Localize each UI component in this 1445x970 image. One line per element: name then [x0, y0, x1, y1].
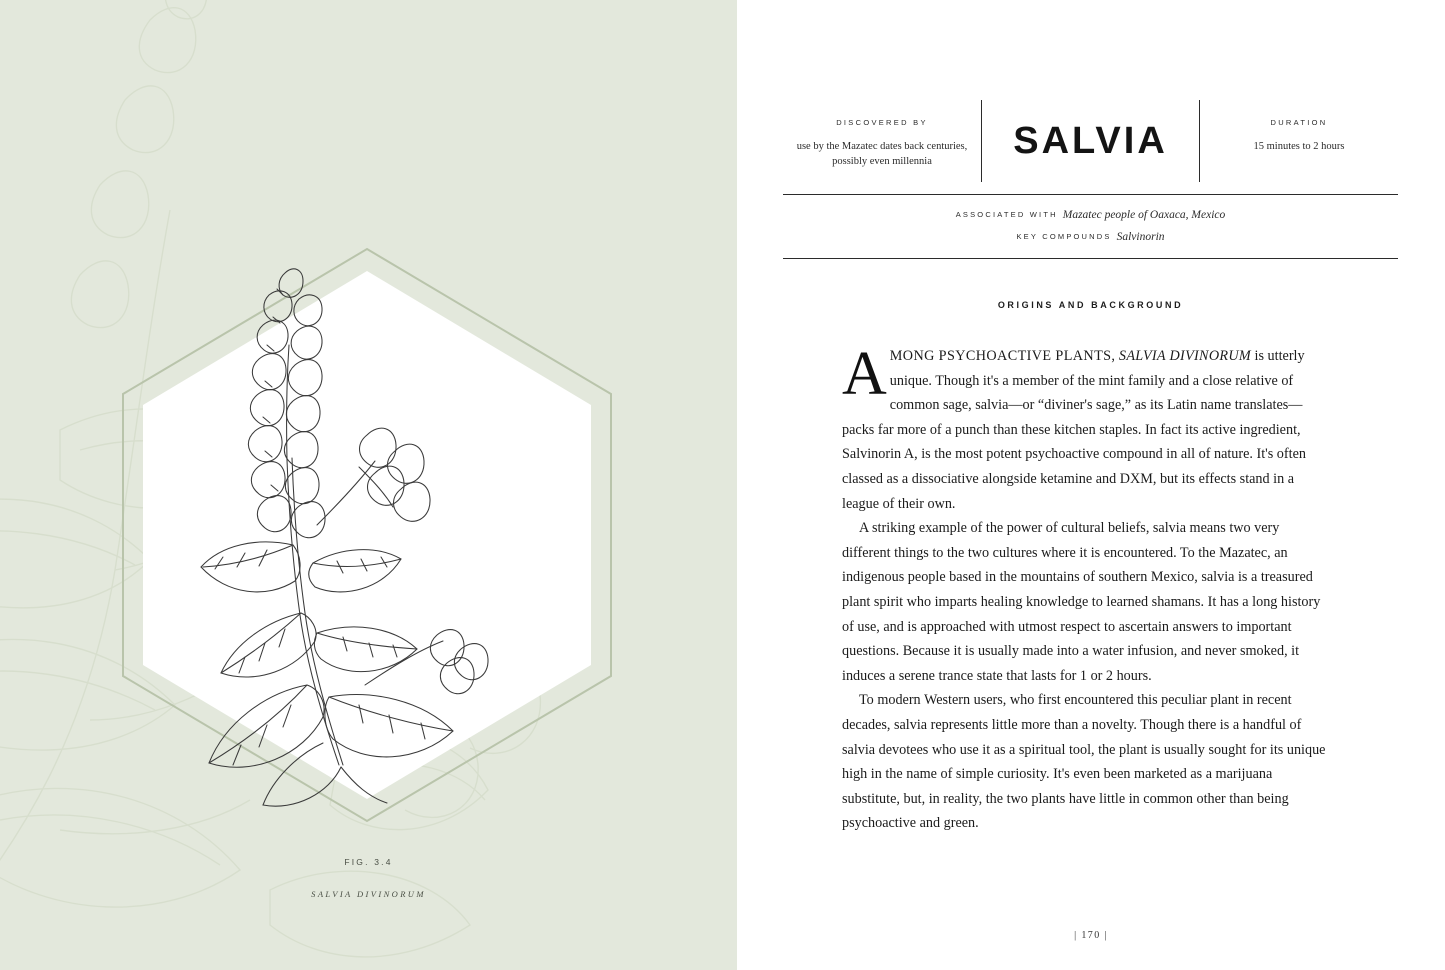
paragraph-1-lead-smallcaps: MONG PSYCHOACTIVE PLANTS, [889, 348, 1116, 364]
salvia-divinorum-illustration [117, 245, 617, 825]
hexagon-illustration-frame [117, 245, 617, 825]
duration-label: DURATION [1270, 118, 1328, 127]
figure-number: FIG. 3.4 [344, 857, 393, 867]
metadata-block [783, 194, 1398, 259]
key-compounds-label: KEY COMPOUNDS [1016, 231, 1112, 241]
discovered-by-column [783, 100, 981, 182]
drop-cap: A [842, 340, 887, 408]
metadata-row-key-compounds [783, 227, 1398, 249]
chapter-title-column [982, 100, 1199, 182]
paragraph-2: A striking example of the power of cultural beliefs, salvia means two very different things to the two cultures where it is encountered. To the Mazatec, an indigenous people based in the mountains of southern Mexico, salvia is a treasured plant spirit who imparts healing knowledge to learned shamans. It has a long history of use, and is approached with utmost respect to ascertain answers to important questions. Because it is usually made into a water infusion, and never smoked, it induces a serene trance state that lasts for 1 or 2 hours. [842, 520, 1321, 684]
paragraph-1 [842, 340, 1330, 516]
key-compounds-value: Salvinorin [1116, 230, 1165, 243]
chapter-masthead [783, 100, 1398, 182]
discovered-by-label: DISCOVERED BY [836, 118, 928, 127]
figure-caption-block [0, 857, 737, 899]
page-folio: | 170 | [1074, 930, 1108, 941]
associated-with-value: Mazatec people of Oaxaca, Mexico [1062, 209, 1226, 221]
page-title: SALVIA [1013, 120, 1168, 162]
duration-value: 15 minutes to 2 hours [1253, 141, 1345, 152]
metadata-row-associated-with [783, 205, 1398, 227]
paragraph-3: To modern Western users, who first encountered this peculiar plant in recent decades, salvia represents little more than a novelty. Though there is a handful of salvia devotees who use it as a spiritual tool, the plant is usually sought for its unique high in the name of simple curiosity. It's even been marketed as a marijuana substitute, but, in reality, the two plants have little in common other than being psychoactive and green. [842, 692, 1326, 832]
paragraph-1-species-name: SALVIA DIVINORUM [1118, 348, 1251, 364]
associated-with-label: ASSOCIATED WITH [955, 210, 1058, 219]
paragraph-1-text: is utterly unique. Though it's a member of the mint family and a close relative of common sage, salvia—or “diviner's sage,” as its Latin name translates—packs far more of a punch than these kitchen staples. In fact its active ingredient, Salvinorin A, is the most potent psychoactive compound in all of nature. It's often classed as a dissociative alongside ketamine and DXM, but its effects stand in a league of their own. [842, 348, 1306, 512]
section-heading: ORIGINS AND BACKGROUND [997, 300, 1184, 310]
right-page [737, 0, 1445, 970]
duration-column [1200, 100, 1398, 182]
figure-latin-name: SALVIA DIVINORUM [311, 889, 426, 899]
discovered-by-value: use by the Mazatec dates back centuries, possibly even millennia [796, 141, 968, 168]
body-text-column [842, 340, 1330, 836]
